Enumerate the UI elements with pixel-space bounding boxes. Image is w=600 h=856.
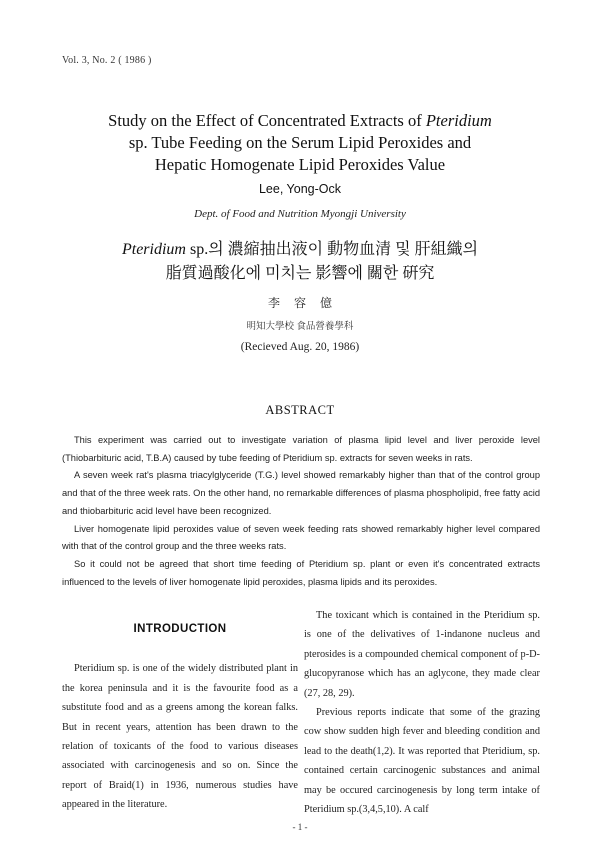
abstract-paragraph: This experiment was carried out to investigate variation of plasma lipid level and liver peroxide level (Thiobarbituric acid, T.B.A) caused by tube feeding of Pteridium sp. extracts for seven weeks in rats. [62,435,540,463]
author-affiliation: Dept. of Food and Nutrition Myongji University [194,208,406,220]
received-date: (Recieved Aug. 20, 1986) [240,341,360,353]
title-line-3: Hepatic Homogenate Lipid Peroxides Value [154,155,446,174]
intro-paragraph: The toxicant which is contained in the Pteridium sp. is one of the delivatives of 1-indanone nucleus and pterosides is a compounded chemical component of p-D-glucopyranose which has an aglycone, they made clear (27, 28, 29). [304,610,540,699]
korean-title [60,238,540,286]
abstract-body [62,432,540,591]
abstract-heading: ABSTRACT [265,403,335,417]
volume-header: Vol. 3, No. 2 ( 1986 ) [62,55,152,66]
intro-paragraph: Pteridium sp. is one of the widely distributed plant in the korea peninsula and it is the favourite food as a substitute food and as a greens among the korean falks. But in recent years, attention has been drawn to the relation of toxicants of the food to various diseases associated with carcinogenesis and so on. Since the report of Braid(1) in 1936, numerous studies have appeared in the literature. [62,663,298,811]
abstract-paragraph: So it could not be agreed that short time feeding of Pteridium sp. plant or even it's concentrated extracts influenced to the levels of liver homogenate lipid peroxides, plasma lipids and its peroxides. [62,558,540,587]
left-column [62,606,298,815]
paper-title [60,110,540,176]
korean-affiliation: 明知大學校 食品營養學科 [246,322,354,332]
intro-paragraph: Previous reports indicate that some of the grazing cow show sudden high fever and bleeding condition and lead to the death(1,2). It was reported that Pteridium, sp. contained certain carcinogenic substances and animal may be occured carcinogenesis by long term intake of Pteridium sp.(3,4,5,10). A calf [304,707,540,816]
korean-author-name: 李容億 [267,296,346,310]
abstract-paragraph: A seven week rat's plasma triacylglyceride (T.G.) level showed remarkably higher than that of the control group and that of the three week rats. On the other hand, no remarkable differences of plasma phospholipid, free fatty acid and thiobarbituric acid level have been recognized. [62,470,540,516]
korean-title-line-1: Pteridium sp.의 濃縮抽出液이 動物血清 및 肝組織의 [121,241,479,258]
abstract-paragraph: Liver homogenate lipid peroxides value of seven week feeding rats showed remarkably higher level compared with that of the control group and the three weeks rats. [62,523,540,552]
page-number: - 1 - [292,822,308,832]
title-line-1: Study on the Effect of Concentrated Extracts of Pteridium [108,111,492,130]
title-line-2: sp. Tube Feeding on the Serum Lipid Peroxides and [128,133,472,152]
korean-title-line-2: 脂質過酸化에 미치는 影響에 關한 硏究 [165,265,435,282]
introduction-heading: INTRODUCTION [133,623,227,635]
author-name: Lee, Yong-Ock [258,182,341,196]
right-column [304,606,540,819]
